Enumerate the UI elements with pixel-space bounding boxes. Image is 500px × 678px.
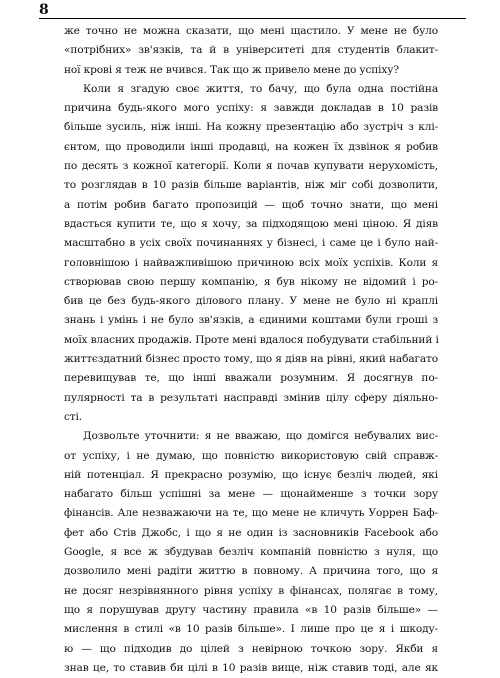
text-line: сті. (64, 410, 82, 423)
paragraph (64, 22, 438, 80)
text-line: набагато більш успішні за мене — щонайменше з точки зору (64, 488, 438, 501)
text-line: життєздатний бізнес просто тому, що я діяв на рівні, який набагато (64, 353, 438, 366)
text-line: же точно не можна сказати, що мені щастило. У мене не було (64, 25, 438, 37)
text-line: створював свою першу компанію, я був нікому не відомий і ро- (64, 275, 438, 288)
text-line: знань і умінь і не було зв'язків, а єдиними коштами були гроші з (64, 314, 438, 327)
text-line: масштабно в усіх своїх починаннях у бізнесі, і саме це і було най- (64, 237, 438, 250)
header-rule (39, 18, 466, 19)
text-line: пулярності та в результаті насправді змінив цілу сферу діяльно- (64, 391, 438, 404)
text-line: перевищував те, що інші вважали розумним. Я досягнув по- (64, 372, 438, 385)
text-line: Google, я все ж збудував безліч компаній повністю з нуля, що (64, 546, 438, 559)
text-line: фет або Стів Джобс, і що я не один із засновників Facebook або (64, 526, 438, 539)
text-line: бив це без будь-якого ділового плану. У мене не було ні краплі (64, 295, 438, 308)
text-line: «потрібних» зв'язків, та й в університеті для студентів блакит- (64, 44, 438, 57)
paragraph (64, 80, 438, 427)
text-line: дозволило мені радіти життю в повному. А причина того, що я (64, 565, 438, 578)
text-line: головнішою і найважливішою причиною всіх моїх успіхів. Коли я (64, 256, 438, 269)
text-line: то розглядав в 10 разів більше варіантів, ніж міг собі дозволити, (64, 179, 438, 192)
text-line: Дозвольте уточнити: я не вважаю, що домігся небувалих вис- (83, 430, 438, 443)
text-line: моїх власних продажів. Проте мені вдалося побудувати стабільний і (64, 333, 439, 346)
text-line: Коли я згадую своє життя, то бачу, що була одна постійна (83, 82, 438, 95)
text-line: причина будь-якого мого успіху: я завжди докладав в 10 разів (64, 102, 438, 115)
text-line: мислення в стилі «в 10 разів більше». І лише про це я і шкоду- (64, 623, 438, 636)
text-line: не досяг незрівнянного рівня успіху в фінансах, полягає в тому, (64, 584, 438, 597)
text-line: а потім робив багато пропозицій — щоб точно знати, що мені (64, 198, 438, 211)
text-line: ній потенціал. Я прекрасно розумію, що існує безліч людей, які (64, 468, 438, 481)
paragraph (64, 427, 438, 678)
body-text (64, 22, 438, 678)
text-line: по десять з кожної категорії. Коли я почав купувати нерухомість, (64, 160, 438, 173)
text-line: ю — що підходив до цілей з невірною точкою зору. Якби я (64, 642, 438, 655)
text-line: що я порушував другу частину правила «в 10 разів більше» — (64, 603, 438, 616)
text-line: от успіху, і не думаю, що повністю використовую свій справж- (64, 449, 438, 462)
text-line: ної крові я теж не вчився. Так що ж привело мене до успіху? (64, 63, 399, 76)
text-line: фінансів. Але незважаючи на те, що мене не кличуть Уоррен Баф- (64, 507, 438, 520)
text-line: вдасться купити те, що я хочу, за підходящою мені ціною. Я діяв (64, 217, 438, 230)
text-line: єнтом, що проводили інші продавці, на кожен їх дзвінок я робив (64, 140, 438, 153)
text-line: знав це, то ставив би цілі в 10 разів вище, ніж ставив тоді, але як (64, 661, 438, 674)
text-line: більше зусиль, ніж інші. На кожну презентацію або зустріч з клі- (64, 121, 438, 134)
page-number: 8 (39, 2, 49, 18)
